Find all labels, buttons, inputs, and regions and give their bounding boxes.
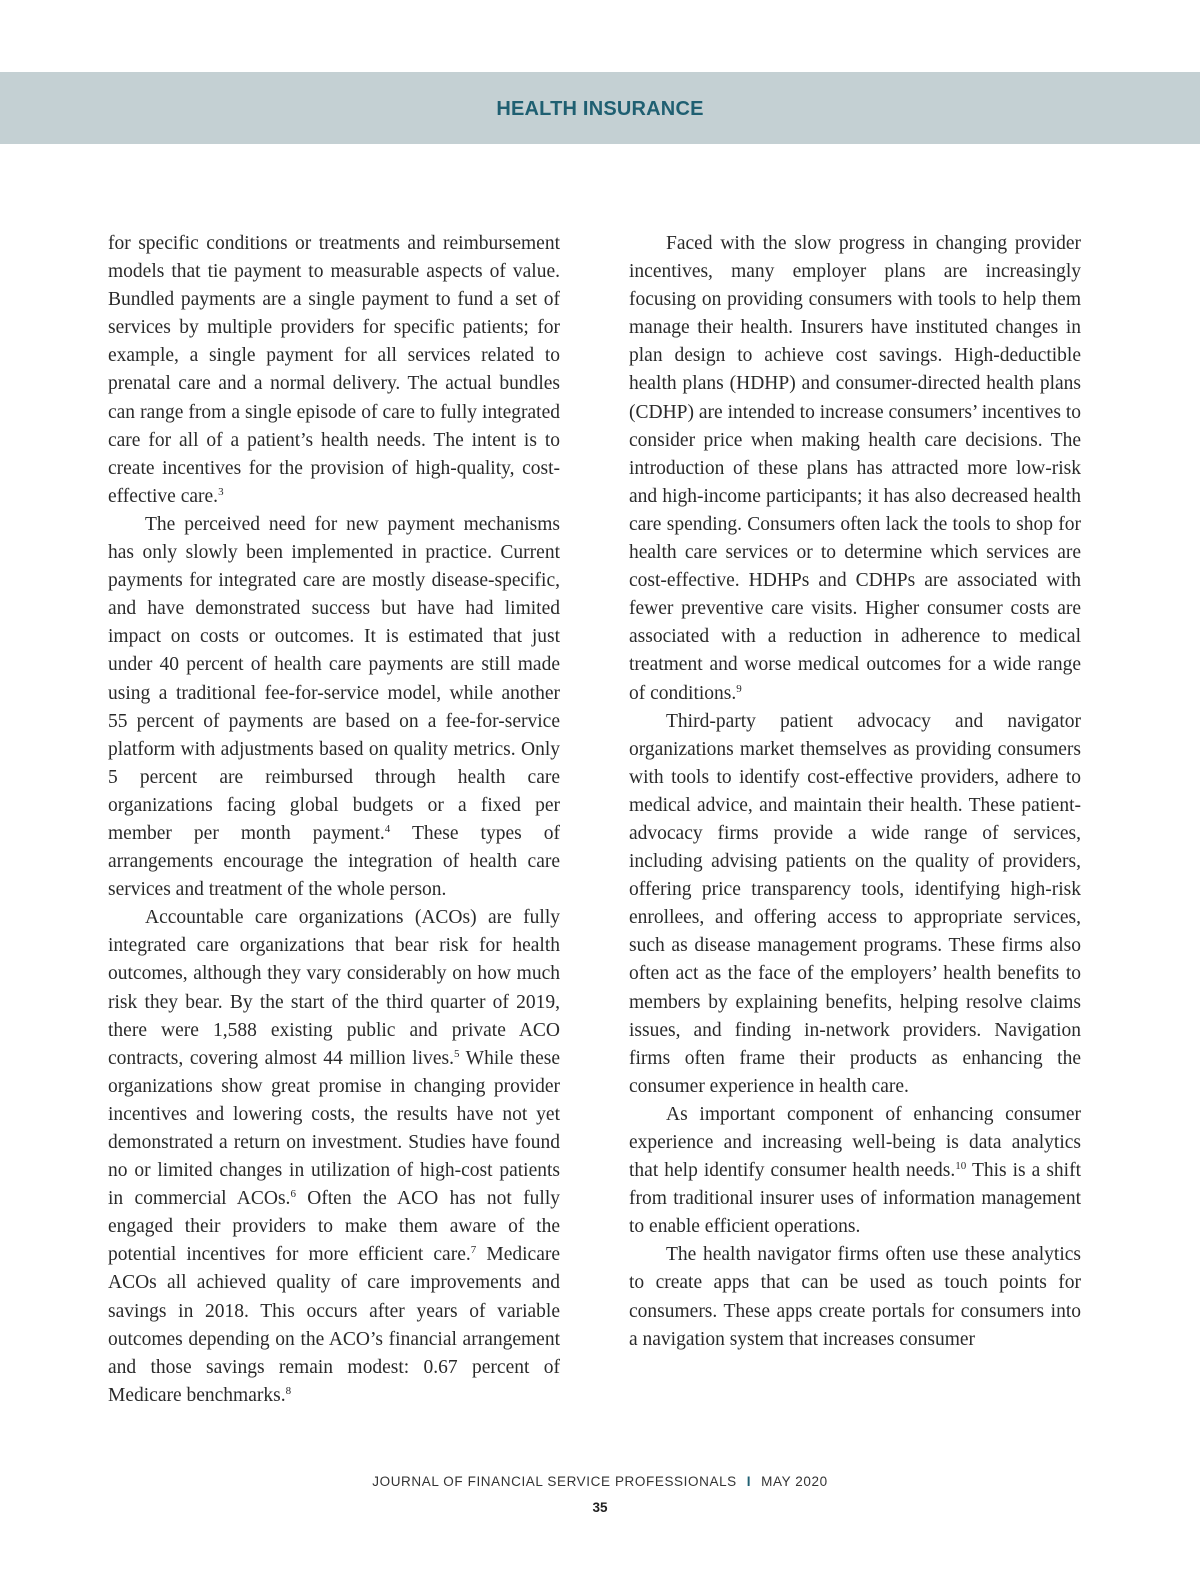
paragraph-text: for specific conditions or treatments and reimbursement models that tie payment to measurable aspects of value. Bundled payments are a single payment to fund a set of services by multiple providers for specific patients; for example, a single payment for all services related to prenatal care and a normal delivery. The actual bundles can range from a single episode of care to fully integrated care for all of a patient’s health needs. The intent is to create incentives for the provision of high-quality, cost-effective care. — [108, 233, 560, 507]
right-column — [629, 230, 1081, 1354]
paragraph — [629, 230, 1081, 708]
paragraph — [108, 904, 560, 1410]
paragraph-text: Faced with the slow progress in changing provider incentives, many employer plans are increasingly focusing on providing consumers with tools to help them manage their health. Insurers have instituted changes in plan design to achieve cost savings. High-deductible health plans (HDHP) and consumer-directed health plans (CDHP) are intended to increase consumers’ incentives to consider price when making health care decisions. The introduction of these plans has attracted more low-risk and high-income participants; it has also decreased health care spending. Consumers often lack the tools to shop for health care services or to determine which services are cost-effective. HDHPs and CDHPs are associated with fewer preventive care visits. Higher consumer costs are associated with a reduction in adherence to medical treatment and worse medical outcomes for a wide range of conditions. — [629, 233, 1081, 704]
paragraph-text: Accountable care organizations (ACOs) are fully integrated care organizations that bear risk for health outcomes, although they vary considerably on how much risk they bear. By the start of the third quarter of 2019, there were 1,588 existing public and private ACO contracts, covering almost 44 million lives. — [108, 907, 560, 1069]
footnote-reference: 3 — [218, 485, 224, 498]
footnote-reference: 4 — [384, 822, 391, 835]
footnote-reference: 8 — [285, 1384, 292, 1397]
page-number: 35 — [592, 1500, 608, 1515]
footnote-reference: 9 — [736, 682, 742, 695]
paragraph — [629, 1241, 1081, 1353]
paragraph-text: These types of arrangements encourage the integration of health care services and treatment of the whole person. — [108, 822, 560, 901]
paragraph-text: Third-party patient advocacy and navigator organizations market themselves as providing consumers with tools to identify cost-effective providers, adhere to medical advice, and maintain their health. These patient-advocacy firms provide a wide range of services, including advising patients on the quality of providers, offering price transparency tools, identifying high-risk enrollees, and offering access to appropriate services, such as disease management programs. These firms also often act as the face of the employers’ health benefits to members by explaining benefits, helping resolve claims issues, and finding in-network providers. Navigation firms often frame their products as enhancing the consumer experience in health care. — [629, 710, 1081, 1097]
footer-separator: I — [746, 1474, 752, 1489]
footer — [0, 1474, 1200, 1489]
journal-name: JOURNAL OF FINANCIAL SERVICE PROFESSIONALS — [372, 1474, 737, 1489]
paragraph-text: The perceived need for new payment mechanisms has only slowly been implemented in practice. Current payments for integrated care are mostly disease-specific, and have demonstrated success but have had limited impact on costs or outcomes. It is estimated that just under 40 percent of health care payments are still made using a traditional fee-for-service model, while another 55 percent of payments are based on a fee-for-service platform with adjustments based on quality metrics. Only 5 percent are reimbursed through health care organizations facing global budgets or a fixed per member per month payment. — [108, 513, 560, 844]
paragraph-text: As important component of enhancing consumer experience and increasing well-being is data analytics that help identify consumer health needs. — [629, 1103, 1081, 1182]
paragraph-text: Medicare ACOs all achieved quality of care improvements and savings in 2018. This occurs after years of variable outcomes depending on the ACO’s financial arrangement and those savings remain modest: 0.67 percent of Medicare benchmarks. — [108, 1244, 560, 1406]
issue-date: MAY 2020 — [761, 1474, 828, 1489]
paragraph-text: While these organizations show great promise in changing provider incentives and lowering costs, the results have not yet demonstrated a return on investment. Studies have found no or limited changes in utilization of high-cost patients in commercial ACOs. — [108, 1047, 560, 1210]
paragraph — [629, 708, 1081, 1101]
footnote-reference: 10 — [955, 1160, 967, 1173]
paragraph — [108, 511, 560, 904]
paragraph — [108, 230, 560, 511]
left-column — [108, 230, 560, 1410]
paragraph-text: Often the ACO has not fully engaged their providers to make them aware of the potential incentives for more efficient care. — [108, 1188, 560, 1266]
footnote-reference: 7 — [470, 1244, 477, 1257]
paragraph-text: The health navigator firms often use these analytics to create apps that can be used as touch points for consumers. These apps create portals for consumers into a navigation system that increases consumer — [629, 1244, 1081, 1350]
paragraph — [629, 1101, 1081, 1241]
footnote-reference: 5 — [453, 1047, 460, 1060]
paragraph-text: This is a shift from traditional insurer uses of information management to enable efficient operations. — [629, 1160, 1081, 1238]
footnote-reference: 6 — [290, 1188, 296, 1201]
section-title: HEALTH INSURANCE — [496, 98, 704, 120]
